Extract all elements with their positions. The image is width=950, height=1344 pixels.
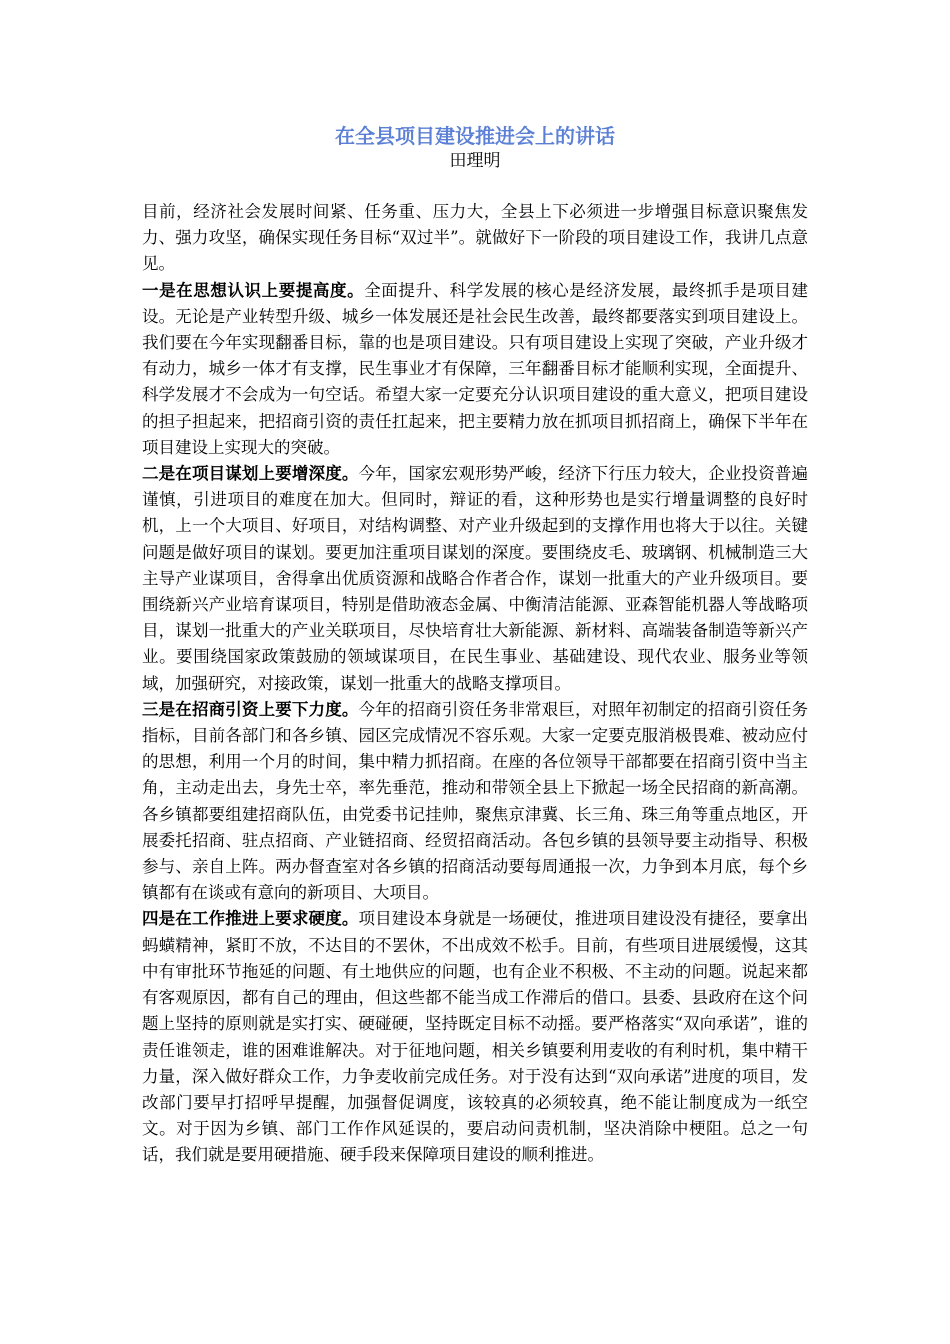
document-author: 田理明	[449, 151, 501, 171]
section-lead-4: 四是在工作推进上要求硬度。	[142, 909, 359, 929]
document-body	[142, 199, 808, 1169]
section-text-2: 今年，国家宏观形势严峻，经济下行压力较大，企业投资普遍谨慎，引进项目的难度在加大。但同时，辩证的看，这种形势也是实行增量调整的良好时机，上一个大项目、好项目，对结构调整、对产业升级起到的支撑作用也将大于以往。关键问题是做好项目的谋划。要更加注重项目谋划的深度。要围绕皮毛、玻璃钢、机械制造三大主导产业谋项目，舍得拿出优质资源和战略合作者合作，谋划一批重大的产业升级项目。要围绕新兴产业培育谋项目，特别是借助液态金属、中衡清洁能源、亚森智能机器人等战略项目，谋划一批重大的产业关联项目，尽快培育壮大新能源、新材料、高端装备制造等新兴产业。要围绕国家政策鼓励的领域谋项目，在民生事业、基础建设、现代农业、服务业等领域，加强研究，对接政策，谋划一批重大的战略支撑项目。	[142, 464, 809, 693]
section-paragraph-4	[142, 906, 808, 1168]
section-text-3: 今年的招商引资任务非常艰巨，对照年初制定的招商引资任务指标，目前各部门和各乡镇、园区完成情况不容乐观。大家一定要克服消极畏难、被动应付的思想，利用一个月的时间，集中精力抓招商。在座的各位领导干部都要在招商引资中当主角，主动走出去，身先士卒，率先垂范，推动和带领全县上下掀起一场全民招商的新高潮。各乡镇都要组建招商队伍，由党委书记挂帅，聚焦京津冀、长三角、珠三角等重点地区，开展委托招商、驻点招商、产业链招商、经贸招商活动。各包乡镇的县领导要主动指导、积极参与、亲自上阵。两办督查室对各乡镇的招商活动要每周通报一次，力争到本月底，每个乡镇都有在谈或有意向的新项目、大项目。	[142, 699, 809, 903]
section-paragraph-2	[142, 461, 808, 697]
section-text-4: 项目建设本身就是一场硬仗，推进项目建设没有捷径，要拿出蚂蟥精神，紧盯不放，不达目的不罢休，不出成效不松手。目前，有些项目进展缓慢，这其中有审批环节拖延的问题、有土地供应的问题，也有企业不积极、不主动的问题。说起来都有客观原因，都有自己的理由，但这些都不能当成工作滞后的借口。县委、县政府在这个问题上坚持的原则就是实打实、硬碰硬，坚持既定目标不动摇。要严格落实“双向承诺”，谁的责任谁领走，谁的困难谁解决。对于征地问题，相关乡镇要利用麦收的有利时机，集中精干力量，深入做好群众工作，力争麦收前完成任务。对于没有达到“双向承诺”进度的项目，发改部门要早打招呼早提醒，加强督促调度，该较真的必须较真，绝不能让制度成为一纸空文。对于因为乡镇、部门工作作风延误的，要启动问责机制，坚决消除中梗阻。总之一句话，我们就是要用硬措施、硬手段来保障项目建设的顺利推进。	[142, 909, 809, 1165]
section-paragraph-1	[142, 278, 808, 461]
section-text-1: 全面提升、科学发展的核心是经济发展，最终抓手是项目建设。无论是产业转型升级、城乡一体发展还是社会民生改善，最终都要落实到项目建设上。我们要在今年实现翻番目标，靠的也是项目建设。只有项目建设上实现了突破，产业升级才有动力，城乡一体才有支撑，民生事业才有保障，三年翻番目标才能顺利实现，全面提升、科学发展才不会成为一句空话。希望大家一定要充分认识项目建设的重大意义，把项目建设的担子担起来，把招商引资的责任扛起来，把主要精力放在抓项目抓招商上，确保下半年在项目建设上实现大的突破。	[142, 280, 809, 457]
section-lead-1: 一是在思想认识上要提高度。	[142, 280, 365, 300]
section-lead-3: 三是在招商引资上要下力度。	[142, 699, 359, 719]
section-paragraph-3	[142, 697, 808, 907]
intro-paragraph: 目前，经济社会发展时间紧、任务重、压力大，全县上下必须进一步增强目标意识聚焦发力、强力攻坚，确保实现任务目标“双过半”。就做好下一阶段的项目建设工作，我讲几点意见。	[142, 202, 808, 274]
document-title: 在全县项目建设推进会上的讲话	[335, 124, 615, 148]
section-lead-2: 二是在项目谋划上要增深度。	[142, 464, 359, 484]
